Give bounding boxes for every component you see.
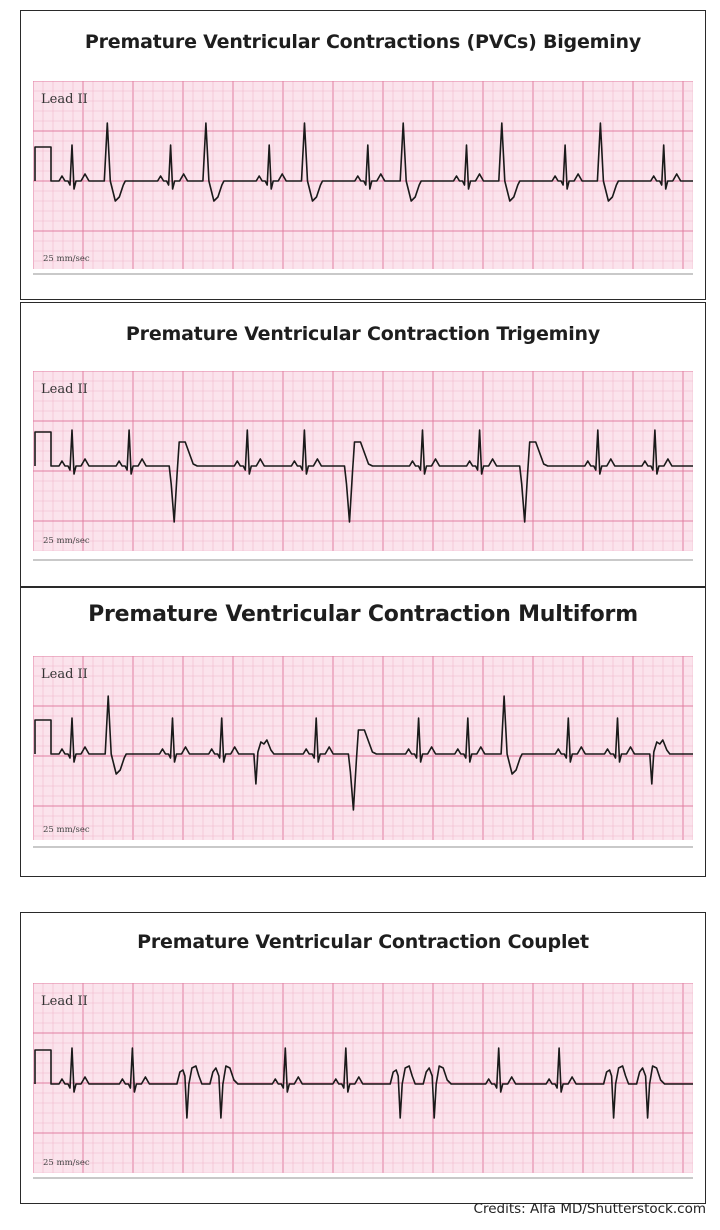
ecg-strip-svg [33, 983, 693, 1173]
paper-speed-label: 25 mm/sec [43, 254, 90, 264]
lead-label: Lead II [41, 994, 88, 1009]
paper-speed-label: 25 mm/sec [43, 825, 90, 835]
ecg-strip [33, 81, 693, 269]
strip-divider [33, 1177, 693, 1179]
image-credits: Credits: Alfa MD/Shutterstock.com [473, 1201, 706, 1217]
ecg-panel-trigeminy [20, 302, 706, 587]
panel-title: Premature Ventricular Contraction Multiform [88, 602, 638, 627]
lead-label: Lead II [41, 382, 88, 397]
paper-speed-label: 25 mm/sec [43, 536, 90, 546]
ecg-strip-svg [33, 656, 693, 840]
strip-divider [33, 273, 693, 275]
ecg-strip-svg [33, 81, 693, 269]
panel-title: Premature Ventricular Contractions (PVCs) Bigeminy [84, 31, 642, 53]
panel-title: Premature Ventricular Contraction Couplet [137, 931, 589, 953]
lead-label: Lead II [41, 667, 88, 682]
ecg-strip [33, 371, 693, 551]
ecg-strip [33, 983, 693, 1173]
panel-title: Premature Ventricular Contraction Trigeminy [125, 323, 601, 345]
ecg-panel-multiform [20, 587, 706, 877]
ecg-strip [33, 656, 693, 840]
ecg-panel-couplet [20, 912, 706, 1204]
ecg-panel-bigeminy [20, 10, 706, 300]
strip-divider [33, 559, 693, 561]
lead-label: Lead II [41, 92, 88, 107]
ecg-strip-svg [33, 371, 693, 551]
strip-divider [33, 846, 693, 848]
paper-speed-label: 25 mm/sec [43, 1158, 90, 1168]
